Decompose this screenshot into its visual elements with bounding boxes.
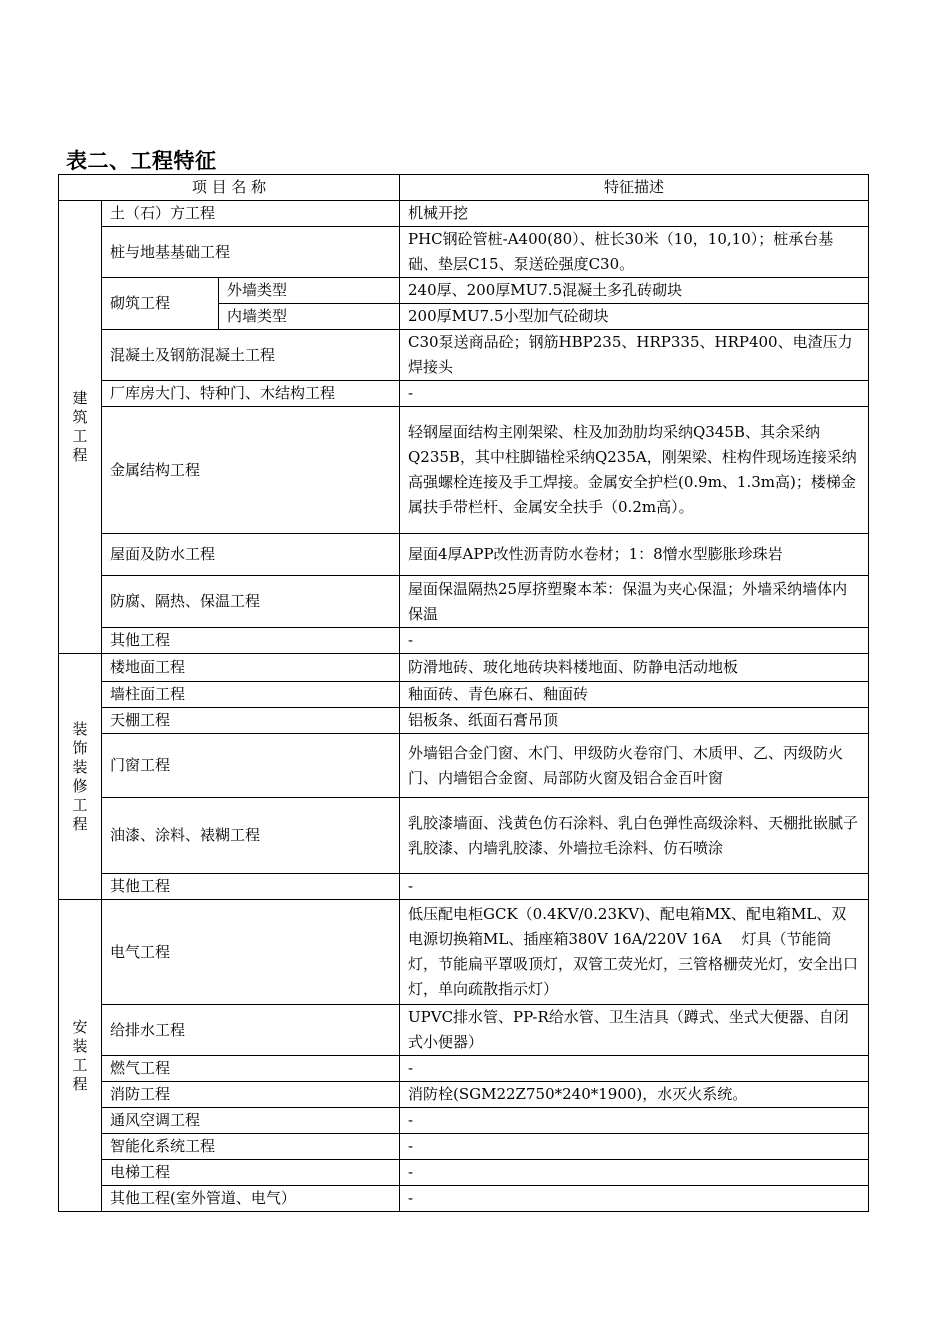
item-name: 楼地面工程 xyxy=(102,654,400,682)
item-name: 混凝土及钢筋混凝土工程 xyxy=(102,330,400,381)
table-row xyxy=(59,628,869,654)
item-name: 厂库房大门、特种门、木结构工程 xyxy=(102,381,400,407)
table-row xyxy=(59,1082,869,1108)
sub-item-name: 内墙类型 xyxy=(219,304,400,330)
item-description: - xyxy=(400,1186,869,1212)
table-row xyxy=(59,534,869,576)
item-name: 其他工程 xyxy=(102,874,400,900)
item-description: UPVC排水管、PP-R给水管、卫生洁具（蹲式、坐式大便器、自闭式小便器） xyxy=(400,1005,869,1056)
item-description: 屋面4厚APP改性沥青防水卷材；1：8憎水型膨胀珍珠岩 xyxy=(400,534,869,576)
item-description: 低压配电柜GCK（0.4KV/0.23KV)、配电箱MX、配电箱ML、双电源切换箱ML、插座箱380V 16A/220V 16A 灯具（节能筒灯，节能扁平罩吸顶灯，双管工荧光灯，三管格栅荧光灯，安全出口灯，单向疏散指示灯） xyxy=(400,900,869,1005)
item-description: 釉面砖、青色麻石、釉面砖 xyxy=(400,682,869,708)
item-description: 外墙铝合金门窗、木门、甲级防火卷帘门、木质甲、乙、丙级防火门、内墙铝合金窗、局部防火窗及铝合金百叶窗 xyxy=(400,734,869,798)
category-label: 建筑工程 xyxy=(59,201,102,654)
table-row xyxy=(59,708,869,734)
item-description: - xyxy=(400,1108,869,1134)
table-row xyxy=(59,900,869,1005)
item-name: 电气工程 xyxy=(102,900,400,1005)
table-row xyxy=(59,1108,869,1134)
item-name: 墙柱面工程 xyxy=(102,682,400,708)
item-description: - xyxy=(400,874,869,900)
item-description: - xyxy=(400,628,869,654)
table-row xyxy=(59,407,869,534)
item-description: PHC钢砼管桩-A400(80）、桩长30米（10，10,10）；桩承台基础、垫层C15、泵送砼强度C30。 xyxy=(400,227,869,278)
table-row xyxy=(59,1186,869,1212)
item-description: 240厚、200厚MU7.5混凝土多孔砖砌块 xyxy=(400,278,869,304)
table-row xyxy=(59,201,869,227)
table-row xyxy=(59,1134,869,1160)
table-row xyxy=(59,654,869,682)
item-name: 天棚工程 xyxy=(102,708,400,734)
item-name: 消防工程 xyxy=(102,1082,400,1108)
table-row xyxy=(59,330,869,381)
header-feature-description: 特征描述 xyxy=(400,175,869,201)
table-row xyxy=(59,798,869,874)
item-name: 门窗工程 xyxy=(102,734,400,798)
table-header-row xyxy=(59,175,869,201)
item-description: 轻钢屋面结构主刚架梁、柱及加劲肋均采纳Q345B、其余采纳Q235B，其中柱脚锚栓采纳Q235A，刚架梁、柱构件现场连接采纳高强螺栓连接及手工焊接。金属安全护栏(0.9m、1.3m高)；楼梯金属扶手带栏杆、金属安全扶手（0.2m高）。 xyxy=(400,407,869,534)
engineering-features-table xyxy=(58,174,869,1212)
item-description: 屋面保温隔热25厚挤塑聚本苯：保温为夹心保温；外墙采纳墙体内保温 xyxy=(400,576,869,628)
item-name: 砌筑工程 xyxy=(102,278,219,330)
item-description: C30泵送商品砼；钢筋HBP235、HRP335、HRP400、电渣压力焊接头 xyxy=(400,330,869,381)
table-row xyxy=(59,227,869,278)
item-description: - xyxy=(400,1134,869,1160)
table-row xyxy=(59,576,869,628)
item-name: 金属结构工程 xyxy=(102,407,400,534)
table-row xyxy=(59,1160,869,1186)
item-description: 200厚MU7.5小型加气砼砌块 xyxy=(400,304,869,330)
item-name: 土（石）方工程 xyxy=(102,201,400,227)
item-description: 乳胶漆墙面、浅黄色仿石涂料、乳白色弹性高级涂料、天棚批嵌腻子乳胶漆、内墙乳胶漆、外墙拉毛涂料、仿石喷涂 xyxy=(400,798,869,874)
sub-item-name: 外墙类型 xyxy=(219,278,400,304)
item-description: - xyxy=(400,1160,869,1186)
item-name: 智能化系统工程 xyxy=(102,1134,400,1160)
item-name: 给排水工程 xyxy=(102,1005,400,1056)
table-row xyxy=(59,874,869,900)
header-item-name: 项 目 名 称 xyxy=(59,175,400,201)
item-description: 铝板条、纸面石膏吊顶 xyxy=(400,708,869,734)
category-label: 安装工程 xyxy=(59,900,102,1212)
table-row xyxy=(59,1056,869,1082)
item-description: - xyxy=(400,1056,869,1082)
item-description: 防滑地砖、玻化地砖块料楼地面、防静电活动地板 xyxy=(400,654,869,682)
item-description: 机械开挖 xyxy=(400,201,869,227)
item-name: 燃气工程 xyxy=(102,1056,400,1082)
table-row xyxy=(59,1005,869,1056)
item-name: 防腐、隔热、保温工程 xyxy=(102,576,400,628)
table-row xyxy=(59,682,869,708)
item-description: - xyxy=(400,381,869,407)
item-name: 电梯工程 xyxy=(102,1160,400,1186)
item-name: 油漆、涂料、裱糊工程 xyxy=(102,798,400,874)
table-row xyxy=(59,734,869,798)
item-name: 其他工程(室外管道、电气） xyxy=(102,1186,400,1212)
table-title: 表二、工程特征 xyxy=(66,149,217,173)
item-name: 通风空调工程 xyxy=(102,1108,400,1134)
item-name: 其他工程 xyxy=(102,628,400,654)
item-description: 消防栓(SGM22Z750*240*1900)，水灭火系统。 xyxy=(400,1082,869,1108)
item-name: 桩与地基基础工程 xyxy=(102,227,400,278)
table-row xyxy=(59,278,869,304)
item-name: 屋面及防水工程 xyxy=(102,534,400,576)
table-row xyxy=(59,381,869,407)
category-label: 装饰装修工程 xyxy=(59,654,102,900)
